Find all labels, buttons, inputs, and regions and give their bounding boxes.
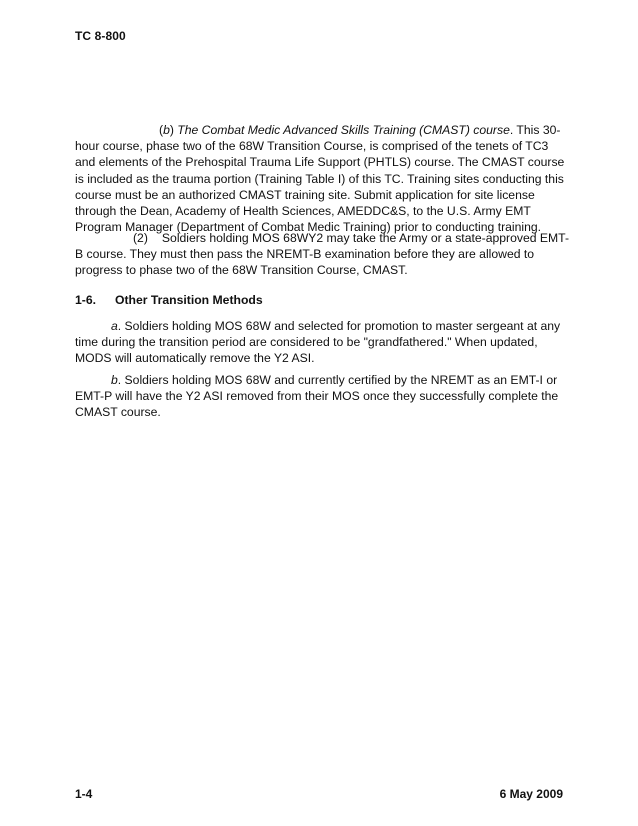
- document-code: TC 8-800: [75, 29, 126, 43]
- paragraph-title: The Combat Medic Advanced Skills Training (CMAST) course: [177, 123, 510, 137]
- section-item-a: [75, 318, 570, 367]
- paragraph-soldiers-68wy2: [75, 230, 570, 279]
- item-body: . Soldiers holding MOS 68W and currently certified by the NREMT as an EMT-I or EMT-P will have the Y2 ASI removed from their MOS once they successfully complete the CMAST course.: [75, 373, 559, 420]
- section-item-b: [75, 372, 570, 421]
- page-number: 1-4: [75, 787, 93, 801]
- paragraph-marker-close: ): [169, 123, 174, 137]
- item-letter: a: [111, 319, 118, 333]
- section-number: 1-6.: [75, 293, 97, 307]
- section-heading: [75, 293, 263, 307]
- paragraph-marker-letter: b: [163, 123, 170, 137]
- item-letter: b: [111, 373, 118, 387]
- section-title: Other Transition Methods: [115, 293, 263, 307]
- paragraph-marker-open: (: [159, 123, 164, 137]
- document-date: 6 May 2009: [499, 787, 563, 801]
- item-body: . Soldiers holding MOS 68W and selected for promotion to master sergeant at any time during the transition period are considered to be "grandfathered." When updated, MODS will automatically remove the Y2 ASI.: [75, 319, 561, 366]
- paragraph-body: . This 30-hour course, phase two of the 68W Transition Course, is comprised of the tenets of TC3 and elements of the Prehospital Trauma Life Support (PHTLS) course. The CMAST course is included as the trauma portion (Training Table I) of this TC. Training sites conducting this course must be an authorized CMAST training site. Submit application for site license through the Dean, Academy of Health Sciences, AMEDDC&S, to the U.S. Army EMT Program Manager (Department of Combat Medic Training) prior to conducting training.: [75, 123, 565, 235]
- paragraph-body: Soldiers holding MOS 68WY2 may take the Army or a state-approved EMT-B course. They must then pass the NREMT-B examination before they are allowed to progress to phase two of the 68W Transition Course, CMAST.: [75, 231, 570, 278]
- paragraph-cmast-course: [75, 122, 570, 235]
- paragraph-marker: (2): [133, 231, 148, 245]
